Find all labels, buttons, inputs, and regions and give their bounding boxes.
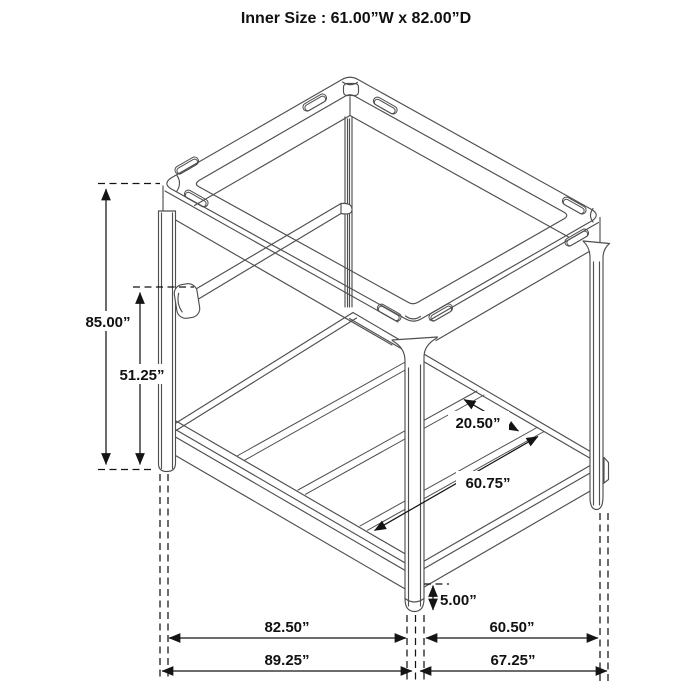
platform-front-left-bottom	[166, 450, 413, 594]
back-post-top-cap	[344, 84, 359, 96]
left-post	[159, 211, 176, 472]
dim-label-outer-width: 67.25”	[490, 652, 536, 669]
canopy-corner-seam-front	[406, 316, 421, 319]
canopy-frame	[163, 77, 600, 345]
platform-front-left-top	[166, 424, 413, 568]
platform-back-left-lip	[176, 318, 357, 431]
slat-platform	[166, 313, 609, 594]
platform-front-left-inner	[170, 418, 418, 562]
right-post	[583, 241, 610, 510]
canopy-inner-face-back-right	[350, 116, 569, 238]
dim-label-side-rail-height: 51.25”	[119, 367, 165, 384]
diagram-title: Inner Size : 61.00”W x 82.00”D	[240, 10, 472, 27]
dim-label-outer-depth: 89.25”	[264, 652, 310, 669]
platform-back-right-lip	[350, 319, 601, 465]
canopy-face-bottom-left	[164, 213, 393, 345]
platform-back-right-edge	[353, 313, 604, 460]
platform-right-end-cap	[604, 458, 609, 484]
label-backgrounds	[84, 311, 520, 492]
canopy-face-lip-left	[165, 191, 398, 322]
platform-back-left-edge	[172, 313, 353, 426]
front-post	[392, 337, 438, 612]
platform-front-right-bottom	[413, 483, 604, 594]
canopy-corner-seam-left	[177, 176, 180, 192]
canopy-inner-face-back-left	[195, 116, 351, 206]
side-rail-end-cap	[341, 203, 352, 214]
side-rail	[173, 203, 352, 319]
dim-label-inner-depth: 82.50”	[264, 619, 310, 636]
dim-label-inner-width: 60.50”	[489, 619, 535, 636]
canopy-face-bottom-right	[436, 246, 600, 341]
dim-label-foot-clearance: 5.00”	[440, 592, 477, 609]
bed-structure	[159, 77, 610, 611]
dim-label-slat-spacing: 20.50”	[455, 415, 501, 432]
dim-label-slat-length: 60.75”	[465, 475, 511, 492]
dim-label-overall-height: 85.00”	[85, 314, 131, 331]
platform-slats	[237, 356, 544, 530]
platform-front-left-groove	[166, 432, 413, 576]
